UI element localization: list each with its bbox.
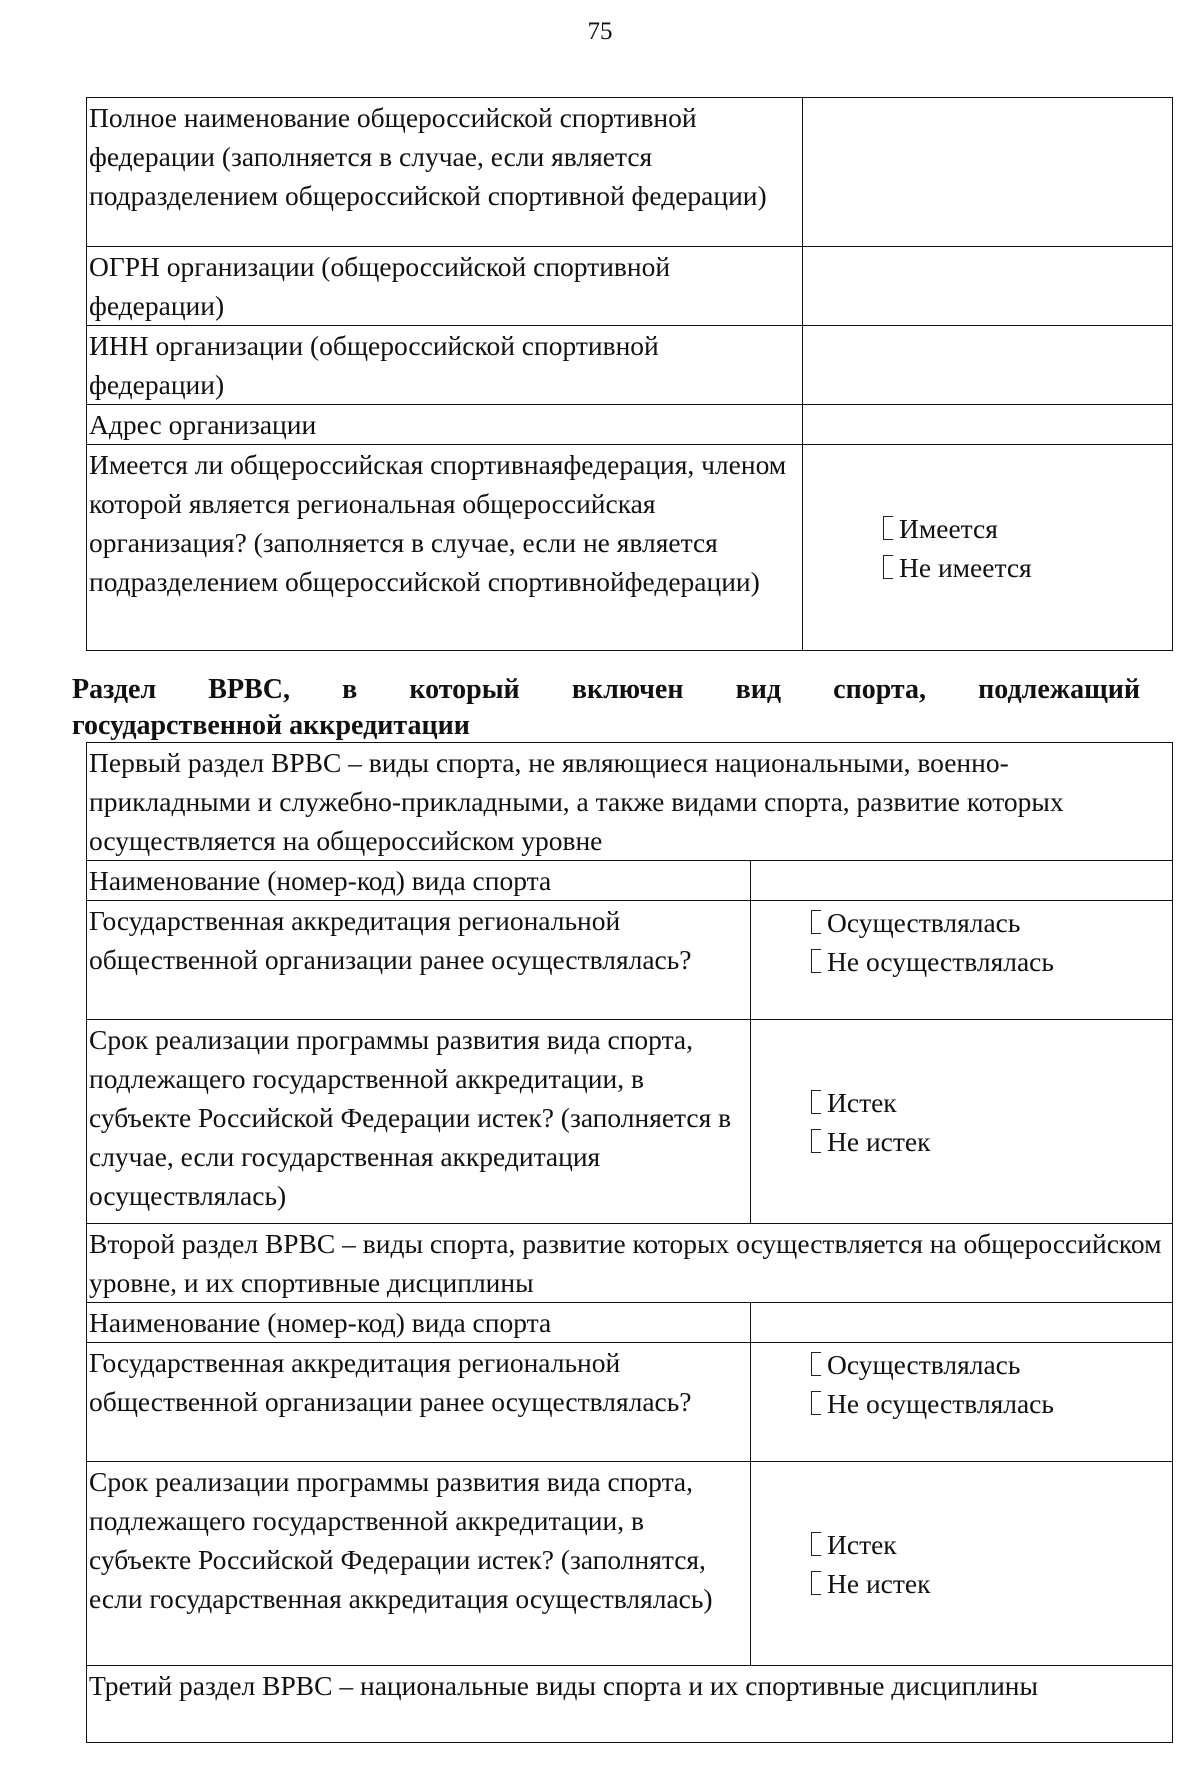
table-row bbox=[87, 1343, 1173, 1462]
table-row bbox=[87, 1666, 1173, 1743]
address-value[interactable] bbox=[803, 405, 1173, 445]
sport-name-value[interactable] bbox=[751, 1303, 1173, 1343]
page-number: 75 bbox=[587, 18, 613, 45]
option-label: Имеется bbox=[899, 512, 998, 544]
option-expired[interactable] bbox=[811, 1525, 1170, 1564]
section-1-title: Первый раздел ВРВС – виды спорта, не являющиеся национальными, военно-прикладными и служебно-прикладными, а также видами спорта, развитие которых осуществляется на общероссийском уровне bbox=[87, 743, 1173, 861]
sport-name-label: Наименование (номер-код) вида спорта bbox=[87, 1303, 751, 1343]
accreditation-options bbox=[751, 901, 1173, 1020]
table-row bbox=[87, 405, 1173, 445]
checkbox-icon[interactable] bbox=[811, 1532, 821, 1556]
heading-line-1 bbox=[72, 672, 1140, 708]
heading-word: вид bbox=[735, 674, 782, 705]
option-not-done[interactable] bbox=[811, 942, 1170, 981]
federation-exists-label: Имеется ли общероссийская спортивнаяфедерация, членом которой является региональная общероссийская организация? (заполняется в случае, если не является подразделением общероссийской спортивнойфедерации) bbox=[87, 445, 803, 651]
table-row bbox=[87, 743, 1173, 861]
table-row bbox=[87, 326, 1173, 405]
table-row bbox=[87, 1462, 1173, 1666]
heading-word: ВРВС, bbox=[208, 674, 290, 705]
option-label: Истек bbox=[827, 1528, 897, 1560]
section-heading bbox=[72, 672, 1140, 744]
checkbox-icon[interactable] bbox=[811, 1090, 821, 1114]
option-not-expired[interactable] bbox=[811, 1122, 1170, 1161]
table-row bbox=[87, 1224, 1173, 1303]
checkbox-icon[interactable] bbox=[811, 1129, 821, 1153]
full-name-label: Полное наименование общероссийской спортивной федерации (заполняется в случае, если является подразделением общероссийской спортивной федерации) bbox=[87, 98, 803, 247]
term-options bbox=[751, 1462, 1173, 1666]
heading-word: который bbox=[409, 674, 520, 705]
checkbox-icon[interactable] bbox=[883, 516, 893, 540]
checkbox-icon[interactable] bbox=[811, 1391, 821, 1415]
federation-exists-options bbox=[803, 445, 1173, 651]
table-row bbox=[87, 98, 1173, 247]
option-not-exists[interactable] bbox=[883, 548, 1170, 587]
option-label: Не осуществлялась bbox=[827, 946, 1054, 977]
section-2-title: Второй раздел ВРВС – виды спорта, развитие которых осуществляется на общероссийском уровне, и их спортивные дисциплины bbox=[87, 1224, 1173, 1303]
option-label: Не истек bbox=[827, 1567, 931, 1599]
option-done[interactable] bbox=[811, 903, 1170, 942]
checkbox-icon[interactable] bbox=[883, 555, 893, 579]
table-row bbox=[87, 901, 1173, 1020]
option-done[interactable] bbox=[811, 1345, 1170, 1384]
checkbox-icon[interactable] bbox=[811, 949, 821, 973]
heading-word: спорта, bbox=[833, 674, 927, 705]
inn-label: ИНН организации (общероссийской спортивной федерации) bbox=[87, 326, 803, 405]
inn-value[interactable] bbox=[803, 326, 1173, 405]
term-options bbox=[751, 1020, 1173, 1224]
option-label: Не истек bbox=[827, 1125, 931, 1157]
table-row bbox=[87, 247, 1173, 326]
checkbox-icon[interactable] bbox=[811, 910, 821, 934]
checkbox-icon[interactable] bbox=[811, 1352, 821, 1376]
ogrn-value[interactable] bbox=[803, 247, 1173, 326]
accreditation-options bbox=[751, 1343, 1173, 1462]
checkbox-icon[interactable] bbox=[811, 1571, 821, 1595]
accreditation-question: Государственная аккредитация региональной общественной организации ранее осуществлялась? bbox=[87, 901, 751, 1020]
address-label: Адрес организации bbox=[87, 405, 803, 445]
ogrn-label: ОГРН организации (общероссийской спортивной федерации) bbox=[87, 247, 803, 326]
vrvs-table bbox=[86, 742, 1173, 1743]
sport-name-value[interactable] bbox=[751, 861, 1173, 901]
heading-word: включен bbox=[571, 674, 684, 705]
option-label: Не имеется bbox=[899, 551, 1032, 583]
table-row bbox=[87, 1020, 1173, 1224]
table-row bbox=[87, 861, 1173, 901]
table-row bbox=[87, 1303, 1173, 1343]
heading-word: в bbox=[342, 674, 358, 705]
option-label: Осуществлялась bbox=[827, 1349, 1021, 1380]
option-not-expired[interactable] bbox=[811, 1564, 1170, 1603]
option-expired[interactable] bbox=[811, 1083, 1170, 1122]
federation-table bbox=[86, 97, 1173, 651]
option-label: Истек bbox=[827, 1086, 897, 1118]
sport-name-label: Наименование (номер-код) вида спорта bbox=[87, 861, 751, 901]
option-label: Осуществлялась bbox=[827, 907, 1021, 938]
heading-word: подлежащий bbox=[978, 674, 1140, 705]
section-3-title: Третий раздел ВРВС – национальные виды спорта и их спортивные дисциплины bbox=[87, 1666, 1173, 1743]
term-question: Срок реализации программы развития вида спорта, подлежащего государственной аккредитации, в субъекте Российской Федерации истек? (заполнятся, если государственная аккредитация осуществлялась) bbox=[87, 1462, 751, 1666]
term-question: Срок реализации программы развития вида спорта, подлежащего государственной аккредитации, в субъекте Российской Федерации истек? (заполняется в случае, если государственная аккредитация осуществлялась) bbox=[87, 1020, 751, 1224]
option-not-done[interactable] bbox=[811, 1384, 1170, 1423]
heading-line-2: государственной аккредитации bbox=[72, 710, 470, 741]
table-row bbox=[87, 445, 1173, 651]
full-name-value[interactable] bbox=[803, 98, 1173, 247]
option-label: Не осуществлялась bbox=[827, 1388, 1054, 1419]
option-exists[interactable] bbox=[883, 509, 1170, 548]
accreditation-question: Государственная аккредитация региональной общественной организации ранее осуществлялась? bbox=[87, 1343, 751, 1462]
heading-word: Раздел bbox=[72, 674, 157, 705]
